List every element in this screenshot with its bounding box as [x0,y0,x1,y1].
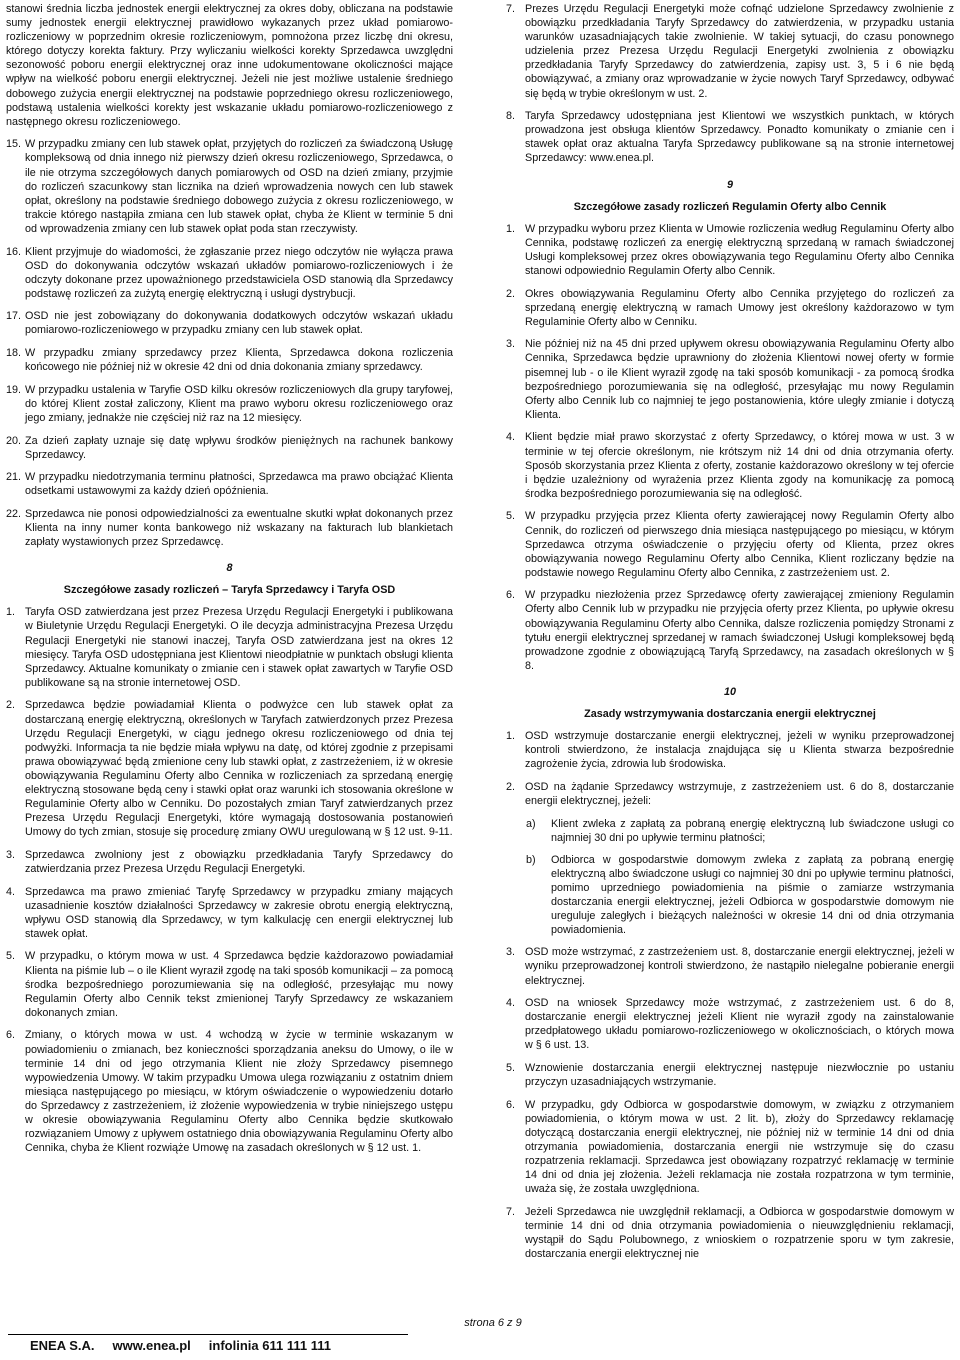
sub-item [506,853,954,938]
section-number: 9 [726,178,733,191]
left-items-list [6,137,453,549]
numbered-paragraph [6,383,453,425]
numbered-paragraph [6,434,453,462]
section-number: 10 [723,685,736,698]
paragraph-text: W przypadku przyjęcia przez Klienta oferty zawierającej nowy Regulamin Oferty albo Cennik, do rozliczeń od pierwszego dnia miesiąca następującego po miesiącu, w którym Sprzedawca otrzyma oświadczenie o przyjęciu oferty od Klienta, przez okres obowiązywania nowego Regulaminu Oferty albo Cennika, Klient rozliczany będzie na podstawie nowego Regulaminu Oferty albo Cennika, z zastrzeżeniem ust. 2. [525,510,954,579]
numbered-paragraph [6,1028,453,1155]
numbered-paragraph [6,605,453,690]
paragraph-text: Odbiorca w gospodarstwie domowym zwleka z zapłatą za pobraną energię elektryczną albo świadczone usługi co najmniej 30 dni po upływie terminu płatności, pomimo uprzedniego powiadomienia na piśmie o zamiarze wstrzymania dostarczania energii elektrycznej, jeżeli Odbiorca w gospodarstwie domowym nie ureguluje zaległych i bieżących należności w okresie 14 dni od dnia otrzymania powiadomienia. [551,853,954,937]
paragraph-number: 19. [6,383,22,396]
paragraph-number: 4. [506,431,516,444]
numbered-paragraph [6,698,453,839]
paragraph-number: 16. [6,245,22,258]
paragraph-number: 2. [506,287,516,300]
paragraph-text: Nie później niż na 45 dni przed upływem okresu obowiązywania Regulaminu Oferty albo Cennika, Sprzedawca będzie uprawniony do złożenia Klientowi nowej oferty w formie pisemnej lub - o ile Klient wyraził zgodę na taki sposób komunikacji - za pomocą środka bezpośredniego porozumiewania się na odległość, przesyłając mu nowy Regulamin Oferty albo Cennik lub co najmniej te jego postanowienia, które uległy zmianie i dotyczą Klienta. [525,338,954,421]
paragraph-number: 6. [6,1029,16,1042]
paragraph-text: Sprzedawca nie ponosi odpowiedzialności za ewentualne skutki wpłat dokonanych przez Klienta na inny numer konta bankowego niż wskazany na fakturach lub blankietach zapłaty wystawionych przez Sprzedawcę. [25,507,453,549]
numbered-paragraph [506,430,954,500]
numbered-paragraph [506,509,954,579]
sub-item [506,817,954,845]
section-8-items [6,605,453,1155]
numbered-paragraph [506,222,954,278]
numbered-paragraph [506,2,954,101]
numbered-paragraph [506,729,954,771]
paragraph-number: 20. [6,434,22,447]
paragraph-text: W przypadku zmiany sprzedawcy przez Klienta, Sprzedawca dokona rozliczenia końcowego nie później niż w okresie 42 dni od dnia dokonania zmiany sprzedawcy. [25,347,453,374]
paragraph-text: Prezes Urzędu Regulacji Energetyki może cofnąć udzielone Sprzedawcy zwolnienie z obowiązku przedkładania Taryfy Sprzedawcy do zatwierdzenia, w przypadku ustania warunków uzasadniających takie zwolnienie. W takiej sytuacji, do czasu ponownego udzielenia przez Prezesa Urzędu Regulacji Energetyki zwolnienia z obowiązku przedkładania Taryfy Sprzedawcy do zatwierdzenia, zapisy ust. 3, 5 i 6 nie będą obowiązywać, a zmiany oraz wprowadzanie w życie nowych Taryf Sprzedawcy, odbywać się będą w trybie określonym w ust. 2. [525,3,954,100]
section-9-items [506,222,954,673]
numbered-paragraph [506,945,954,987]
paragraph-text: Sprzedawca zwolniony jest z obowiązku przedkładania Taryfy Sprzedawcy do zatwierdzania przez Prezesa Urzędu Regulacji Energetyki. [25,848,453,875]
numbered-paragraph [6,245,453,301]
paragraph-number: 1. [6,606,16,619]
paragraph-number: b) [526,853,536,866]
numbered-paragraph [506,588,954,673]
paragraph-number: 21. [6,471,22,484]
paragraph-text: OSD może wstrzymać, z zastrzeżeniem ust. 8, dostarczanie energii elektrycznej, jeżeli w wyniku przeprowadzonej kontroli stwierdzono, że nastąpiło nielegalne pobieranie energii elektrycznej. [525,946,954,987]
paragraph-number: 22. [6,507,22,520]
left-column [6,2,453,1164]
paragraph-number: 5. [506,510,516,523]
numbered-paragraph [6,346,453,374]
numbered-paragraph [506,287,954,329]
section-title: Zasady wstrzymywania dostarczania energii elektrycznej [584,708,876,721]
paragraph-number: 1. [506,730,516,743]
section-title: Szczegółowe zasady rozliczeń – Taryfa Sprzedawcy i Taryfa OSD [63,584,396,597]
numbered-paragraph [506,337,954,422]
numbered-paragraph [6,137,453,236]
footer-company: ENEA S.A. [30,1338,95,1353]
numbered-paragraph [506,996,954,1052]
numbered-paragraph [6,309,453,337]
paragraph-number: 7. [506,1205,516,1218]
numbered-paragraph [506,780,954,808]
paragraph-number: 15. [6,138,22,151]
numbered-paragraph [506,1061,954,1089]
paragraph-text: Sprzedawca będzie powiadamiał Klienta o podwyżce cen lub stawek opłat za dostarczaną energię elektryczną, określonych w Taryfach zatwierdzonych przez Prezesa Urzędu Regulacji Energetyki, w ciągu jednego okresu rozliczeniowego od dnia tej podwyżki. Informacja ta nie będzie miała wpływu na datę, od której zgodnie z przepisami prawa obowiązywać będą zmienione ceny lub stawki opłat, z zastrzeżeniem, iż w okresie obowiązywania Regulaminu Oferty albo Cennika w rozliczeniach za sprzedaną energię elektryczną stosowane będą ceny i stawki opłat oraz warunki ich stosowania określone w Regulaminie Oferty albo w Cenniku. Do pozostałych zmian Taryf zatwierdzanych przez Prezesa Urzędu Regulacji Energetyki, które wymagają dostosowania postanowień Umowy do tych zmian, stosuje się procedurę zmiany OWU uregulowaną w § 12 ust. 9-11. [25,699,453,839]
paragraph-text: Taryfa OSD zatwierdzana jest przez Prezesa Urzędu Regulacji Energetyki i publikowana w Biuletynie Urzędu Regulacji Energetyki. O ile decyzja administracyjna Prezesa Urzędu Regulacji Energetyki nie stanowi inaczej, Taryfa OSD zatwierdzana jest na okres 12 miesięcy. Taryfa OSD udostępniana jest Klientowi nieodpłatnie w punktach obsługi klienta Sprzedawcy. Aktualne komunikaty o zmianie cen i stawek opłat zawartych w Taryfie OSD publikowane są na stronie internetowej OSD. [25,606,453,689]
paragraph-number: 6. [506,589,516,602]
paragraph-text: W przypadku, o którym mowa w ust. 4 Sprzedawca będzie każdorazowo powiadamiał Klienta na piśmie lub – o ile Klient wyraził zgodę na taki sposób komunikacji – za pomocą środka bezpośredniego porozumiewania się na odległość, przesyłając mu nowy Regulamin Oferty albo Cennik tekst zmienionej Taryfy Sprzedawcy ze wskazaniem dokonanych zmian. [25,950,453,1019]
paragraph-text: W przypadku zmiany cen lub stawek opłat, przyjętych do rozliczeń za świadczoną Usługę kompleksową od dnia innego niż pierwszy dzień okresu rozliczeniowego, Sprzedawca, o ile nie otrzyma szczegółowych danych pomiarowych od OSD na dzień zmiany, przyjmie do rozliczeń szacunkowy stan licznika na dzień wprowadzenia nowych cen lub stawek opłat, określony na podstawie średniego dobowego zużycia z okresu rozliczeniowego, w trakcie którego nastąpiła zmiana cen lub stawek opłat, chyba że Klient w terminie 5 dni od wprowadzenia zmiany cen lub stawek opłat poda stan rzeczywisty. [25,138,453,235]
paragraph-text: W przypadku, gdy Odbiorca w gospodarstwie domowym, w związku z otrzymaniem powiadomienia, o którym mowa w ust. 2 lit. b), złoży do Sprzedawcy reklamację dotyczącą dostarczania energii elektrycznej, nie później niż w terminie 14 dni od dnia otrzymania powiadomienia, dostarczania energii nie wstrzymuje się do czasu rozpatrzenia reklamacji. Sprzedawca jest obowiązany rozpatrzyć reklamację w terminie 14 dni od dnia jej złożenia. Jeżeli reklamacja nie została rozpatrzona w tym terminie, uważa się, że została uwzględniona. [525,1098,954,1196]
paragraph-number: 4. [6,885,16,898]
right-top-items [506,2,954,166]
paragraph-text: Klient przyjmuje do wiadomości, że zgłaszanie przez niego odczytów nie wyłącza prawa OSD do dokonywania odczytów wskazań układów pomiarowo-rozliczeniowych i że odczyty dokonane przez upoważnionego przedstawiciela OSD stanowią dla Sprzedawcy podstawę rozliczeń za zużytą energię elektryczną i usługi dystrybucji. [25,245,453,300]
paragraph-number: 5. [6,950,16,963]
paragraph-number: 7. [506,3,516,15]
numbered-paragraph [506,1205,954,1261]
section-number: 8 [226,562,233,575]
section-9-heading [506,178,954,214]
section-10-subitems [506,817,954,938]
paragraph-number: 1. [506,222,516,235]
numbered-paragraph [6,848,453,876]
paragraph-number: 18. [6,347,22,360]
paragraph-text: OSD nie jest zobowiązany do dokonywania dodatkowych odczytów wskazań układu pomiarowo-rozliczeniowego w przypadku zmiany cen lub stawek opłat. [25,310,453,337]
paragraph-text: OSD na wniosek Sprzedawcy może wstrzymać, z zastrzeżeniem ust. 6 do 8, dostarczanie energii elektrycznej jeżeli Klient nie wyraził zgody na zainstalowanie przedpłatowego układu pomiarowo-rozliczeniowego w okolicznościach, o których mowa w § 6 ust. 13. [525,997,954,1052]
numbered-paragraph [506,1098,954,1197]
footer [8,1334,408,1356]
paragraph-number: 4. [506,997,516,1010]
numbered-paragraph [6,949,453,1019]
numbered-paragraph [6,885,453,941]
paragraph-text: Wznowienie dostarczania energii elektrycznej następuje niezwłocznie po ustaniu przyczyn uzasadniających wstrzymanie. [525,1062,954,1089]
paragraph-number: a) [526,817,536,830]
numbered-paragraph [506,109,954,165]
section-title: Szczegółowe zasady rozliczeń Regulamin Oferty albo Cennik [573,200,887,213]
numbered-paragraph [6,507,453,549]
paragraph-text: Klient będzie miał prawo skorzystać z oferty Sprzedawcy, o której mowa w ust. 3 w terminie w tej ofercie określonym, nie krótszym niż 14 dni od dnia otrzymania oferty. Sposób skorzystania przez Klienta z oferty, zostanie każdorazowo określony w tej ofercie i będzie uzależniony od wyrażenia przez Klienta zgody na komunikację za pomocą środka bezpośredniego porozumiewania się na odległość. [525,431,954,500]
paragraph-text: W przypadku ustalenia w Taryfie OSD kilku okresów rozliczeniowych dla grupy taryfowej, do której Klient został zaliczony, Klient ma prawo wyboru okresu rozliczeniowego oraz jego zmiany, jednakże nie częściej niż raz na 12 miesięcy. [25,383,453,424]
paragraph-text: Klient zwleka z zapłatą za pobraną energię elektryczną lub świadczone usługi co najmniej 30 dni po upływie terminu płatności; [551,817,954,844]
paragraph-text: W przypadku niezłożenia przez Sprzedawcę oferty zawierającej zmieniony Regulamin Oferty albo Cennik lub w przypadku nie przyjęcia oferty przez Klienta, po upływie okresu obowiązywania Regulaminu Oferty albo Cennika, dalsze rozliczenia pomiędzy Stronami z tytułu energii elektrycznej sprzedanej w ramach świadczonej Usługi kompleksowej będą prowadzone zgodnie z obowiązującą Taryfą Sprzedawcy, na zasadach określonych w § 8. [525,589,954,672]
paragraph-number: 3. [506,946,516,959]
section-10-items [506,945,954,1261]
paragraph-number: 6. [506,1098,516,1111]
paragraph-number: 8. [506,110,516,123]
paragraph-text: OSD wstrzymuje dostarczanie energii elektrycznej, jeżeli w wyniku przeprowadzonej kontroli stwierdzono, że instalacja znajdująca się u Klienta stwarza bezpośrednie zagrożenie życia, zdrowia lub środowiska. [525,730,954,771]
page-number: strona 6 z 9 [464,1317,522,1329]
right-column [506,2,954,1270]
paragraph-text: Sprzedawca ma prawo zmieniać Taryfę Sprzedawcy w przypadku zmiany mających uzasadnienie kosztów działalności Sprzedawcy w zakresie obrotu energią elektryczną, wpływu OSD stanowią dla Sprzedawcy, w tym kalkulację cen energii elektrycznej lub stawek opłat. [25,885,453,940]
footer-infoline: infolinia 611 111 111 [208,1338,331,1353]
paragraph-number: 17. [6,310,22,323]
paragraph-number: 5. [506,1062,516,1074]
section-10-heading [506,685,954,721]
paragraph-text: Za dzień zapłaty uznaje się datę wpływu środków pieniężnych na rachunek bankowy Sprzedawcy. [25,434,453,461]
paragraph-text: Taryfa Sprzedawcy udostępniana jest Klientowi we wszystkich punktach, w których prowadzona jest obsługa klientów Sprzedawcy. Ponadto komunikaty o zmianie cen i stawek opłat oraz aktualna Taryfa Sprzedawcy publikowane są na stronie internetowej Sprzedawcy: www.enea.pl. [525,110,954,165]
numbered-paragraph [6,470,453,498]
paragraph-text: OSD na żądanie Sprzedawcy wstrzymuje, z zastrzeżeniem ust. 6 do 8, dostarczanie energii elektrycznej, jeżeli: [525,780,954,807]
paragraph-text: W przypadku niedotrzymania terminu płatności, Sprzedawca ma prawo obciążać Klienta odsetkami ustawowymi za każdy dzień opóźnienia. [25,471,453,498]
paragraph-number: 3. [506,338,516,351]
paragraph-text: Zmiany, o których mowa w ust. 4 wchodzą w życie w terminie wskazanym w powiadomieniu o zmianach, bez konieczności sporządzania aneksu do Umowy, o ile w terminie 14 dni od jego otrzymania Klient nie złoży Sprzedawcy pisemnego wypowiedzenia Umowy. W takim przypadku Umowa ulega rozwiązaniu z ostatnim dniem miesiąca następującego po miesiącu, w którym oświadczenie o wypowiedzeniu dotarło do Sprzedawcy z zastrzeżeniem, iż złożenie wypowiedzenia w trybie niniejszego ustępu w okresie obowiązywania Regulaminu Oferty albo Cennika będzie skutkowało rozwiązaniem Umowy z upływem ostatniego dnia obowiązywania Regulaminu Oferty albo Cennika, chyba że Klient rozwiąże Umowę na zasadach określonych w § 12 ust. 1. [25,1029,453,1155]
intro-paragraph: stanowi średnia liczba jednostek energii elektrycznej za okres doby, obliczana na podstawie sumy jednostek energii elektrycznej prawidłowo wykazanych przez układ pomiarowo-rozliczeniowy w poprzednim okresie rozliczeniowym, pomnożona przez liczbę dni okresu, którego dotyczy korekta faktury. Przy wyliczaniu wielkości korekty Sprzedawca uwzględni sezonowość poboru energii elektrycznej oraz inne udokumentowane okoliczności mające wpływ na wielkość poboru energii elektrycznej. Jeżeli nie jest możliwe ustalenie średniego dobowego zużycia energii elektrycznej na podstawie poprzedniego okresu rozliczeniowego, podstawą ustalenia wielkości korekty jest wskazanie układu pomiarowo-rozliczeniowego z następnego okresu rozliczeniowego. [6,3,453,128]
paragraph-text: Okres obowiązywania Regulaminu Oferty albo Cennika przyjętego do rozliczeń za sprzedaną energię elektryczną w ramach Umowy jest określony każdorazowo w tym Regulaminie Oferty albo w Cenniku. [525,287,954,328]
section-8-heading [6,561,453,597]
paragraph-text: W przypadku wyboru przez Klienta w Umowie rozliczenia według Regulaminu Oferty albo Cennika, podstawę rozliczeń za energię elektryczną sprzedaną w ramach świadczonej Usługi kompleksowej przez okres obowiązywania tego Regulaminu Oferty albo Cennika stanowi odpowiednio Regulamin Oferty albo Cennik. [525,222,954,277]
footer-website[interactable]: www.enea.pl [112,1338,191,1353]
paragraph-number: 2. [6,699,16,712]
paragraph-number: 2. [506,780,516,793]
paragraph-text: Jeżeli Sprzedawca nie uwzględnił reklamacji, a Odbiorca w gospodarstwie domowym w terminie 14 dni od dnia otrzymania powiadomienia o nieuwzględnieniu reklamacji, wystąpił do Sądu Polubownego, z wnioskiem o rozpatrzenie sporu w tym zakresie, dostarczania energii elektrycznej nie [525,1205,954,1261]
paragraph-number: 3. [6,848,16,861]
